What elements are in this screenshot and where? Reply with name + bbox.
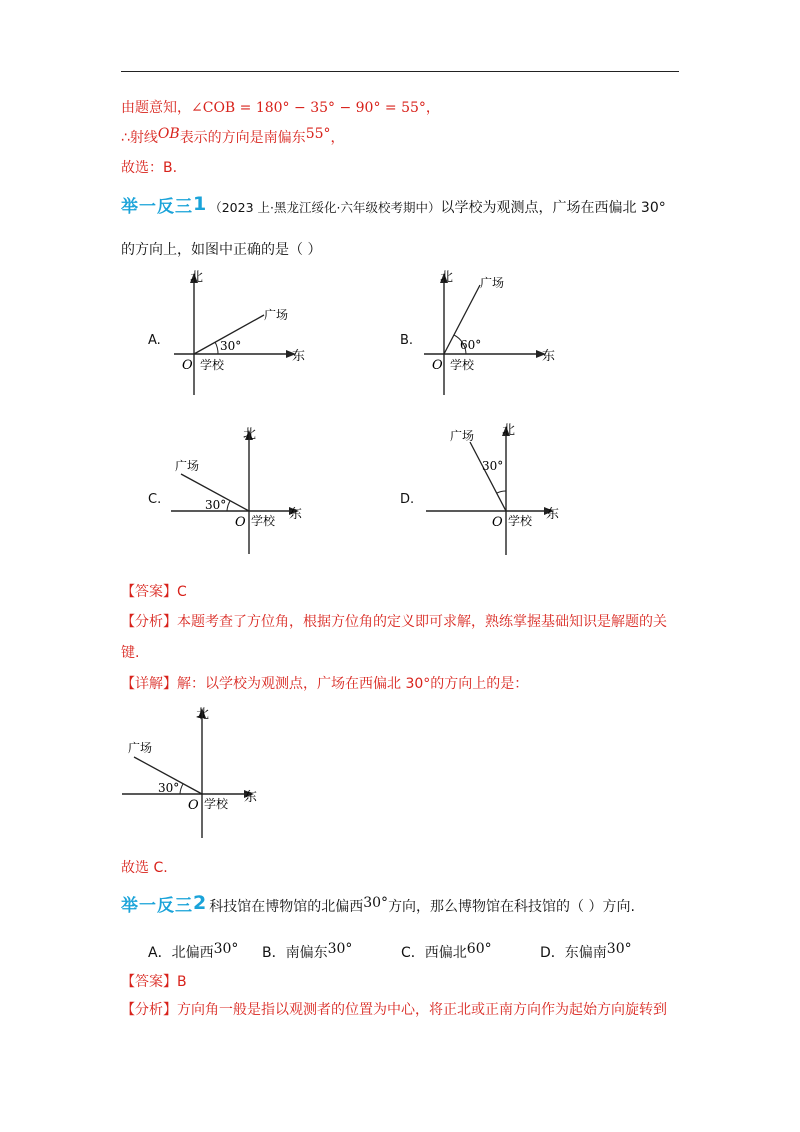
- option-a-diagram: [170, 265, 320, 405]
- option-d-diagram: [420, 420, 570, 560]
- angle-value: 30°: [363, 895, 389, 911]
- choice-text: 东偏南: [564, 945, 607, 961]
- choice-label: B．: [262, 945, 286, 961]
- choice-text: 西偏北: [424, 945, 467, 961]
- plaza-label: 广场: [175, 459, 200, 473]
- q1-answer-line: [121, 582, 187, 602]
- angle-label: 30°: [220, 339, 242, 353]
- origin-label: O: [235, 515, 246, 530]
- answer-tag: 【答案】: [121, 974, 177, 990]
- school-label: 学校: [508, 514, 533, 528]
- plaza-label: 广场: [480, 276, 505, 290]
- plaza-label: 广场: [264, 308, 289, 322]
- ray-ob: OB: [157, 126, 180, 142]
- east-label: 东: [292, 349, 306, 364]
- option-b-diagram: [420, 265, 570, 405]
- angle-cob-formula: ∠COB = 180° − 35° − 90° = 55°: [191, 100, 426, 116]
- choice-text: 北偏西: [171, 945, 214, 961]
- choice-angle: 30°: [327, 941, 353, 957]
- q2-answer-line: [121, 972, 187, 992]
- analysis-tag: 【分析】: [121, 614, 177, 630]
- east-label: 东: [542, 349, 556, 364]
- option-d-label: D.: [400, 492, 415, 507]
- origin-label: O: [188, 798, 199, 813]
- analysis-text-continued: 键.: [121, 645, 140, 661]
- school-label: 学校: [204, 797, 229, 811]
- analysis-text: 方向角一般是指以观测者的位置为中心，将正北或正南方向作为起始方向旋转到: [177, 1002, 667, 1018]
- practice-number: 2: [193, 892, 207, 914]
- practice-number: 1: [193, 193, 207, 215]
- prev-solution-line-2: [121, 128, 345, 148]
- plaza-label: 广场: [128, 741, 153, 755]
- angle-label: 60°: [460, 338, 482, 352]
- question-stem-continued: 的方向上，如图中正确的是（ ）: [121, 242, 322, 258]
- choice-label: D．: [540, 945, 565, 961]
- header-rule: [121, 71, 679, 72]
- school-label: 学校: [251, 514, 276, 528]
- east-label: 东: [244, 790, 258, 805]
- choice-text: 南偏东: [285, 945, 328, 961]
- north-label: 北: [440, 270, 454, 285]
- answer-value: C: [177, 584, 187, 600]
- q1-detail-line: [121, 674, 528, 694]
- question-source: （2023 上·黑龙江绥化·六年级校考期中）: [209, 200, 441, 215]
- origin-label: O: [492, 515, 503, 530]
- option-a-label: A.: [148, 333, 161, 348]
- analysis-tag: 【分析】: [121, 1002, 177, 1018]
- choice-angle: 30°: [606, 941, 632, 957]
- question-stem: 以学校为观测点，广场在西偏北 30°: [440, 200, 666, 216]
- angle-value: 55°: [305, 126, 331, 142]
- answer-value: B: [177, 974, 187, 990]
- therefore-text: ∴射线: [121, 130, 158, 146]
- option-c-diagram: [165, 424, 315, 559]
- north-label: 北: [502, 423, 516, 438]
- q1-conclusion: 故选 C.: [121, 860, 168, 876]
- choice-a: [148, 942, 238, 962]
- detail-tag: 【详解】: [121, 676, 177, 692]
- north-label: 北: [190, 270, 204, 285]
- angle-label: 30°: [482, 459, 504, 473]
- practice-badge: 举一反三: [121, 896, 193, 916]
- east-label: 东: [289, 507, 303, 522]
- detail-text: 解：以学校为观测点，广场在西偏北 30°的方向上的是：: [177, 676, 529, 692]
- q1-analysis-line: [121, 612, 667, 632]
- prev-solution-line-1: [121, 98, 440, 118]
- direction-text: 表示的方向是南偏东: [179, 130, 306, 146]
- option-c-label: C.: [148, 492, 162, 507]
- choice-label: C．: [401, 945, 425, 961]
- school-label: 学校: [200, 358, 225, 372]
- prev-choice-text: 故选：B.: [121, 160, 178, 176]
- choice-b: [262, 942, 352, 962]
- detail-diagram: [118, 700, 278, 840]
- answer-tag: 【答案】: [121, 584, 177, 600]
- plaza-label: 广场: [450, 429, 475, 443]
- question-stem: 科技馆在博物馆的北偏西: [209, 899, 364, 915]
- punctuation: ，: [330, 130, 345, 146]
- question-stem-continued: 方向，那么博物馆在科技馆的（ ）方向.: [388, 899, 635, 915]
- practice-badge: 举一反三: [121, 197, 193, 217]
- origin-label: O: [432, 358, 443, 373]
- option-b-label: B.: [400, 333, 414, 348]
- angle-label: 30°: [158, 781, 180, 795]
- school-label: 学校: [450, 358, 475, 372]
- angle-label: 30°: [205, 498, 227, 512]
- choice-angle: 30°: [213, 941, 239, 957]
- choice-angle: 60°: [466, 941, 492, 957]
- choice-c: [401, 942, 492, 962]
- origin-label: O: [182, 358, 193, 373]
- q1-stem-line-1: [121, 193, 666, 218]
- punctuation: ，: [425, 100, 440, 116]
- q2-stem-line: [121, 892, 635, 917]
- choice-d: [540, 942, 632, 962]
- q2-analysis-line: [121, 1000, 667, 1020]
- north-label: 北: [196, 707, 210, 722]
- analysis-text: 本题考查了方位角，根据方位角的定义即可求解，熟练掌握基础知识是解题的关: [177, 614, 667, 630]
- north-label: 北: [243, 427, 257, 442]
- choice-label: A．: [148, 945, 172, 961]
- east-label: 东: [546, 507, 560, 522]
- prev-solution-text: 由题意知，: [121, 100, 191, 116]
